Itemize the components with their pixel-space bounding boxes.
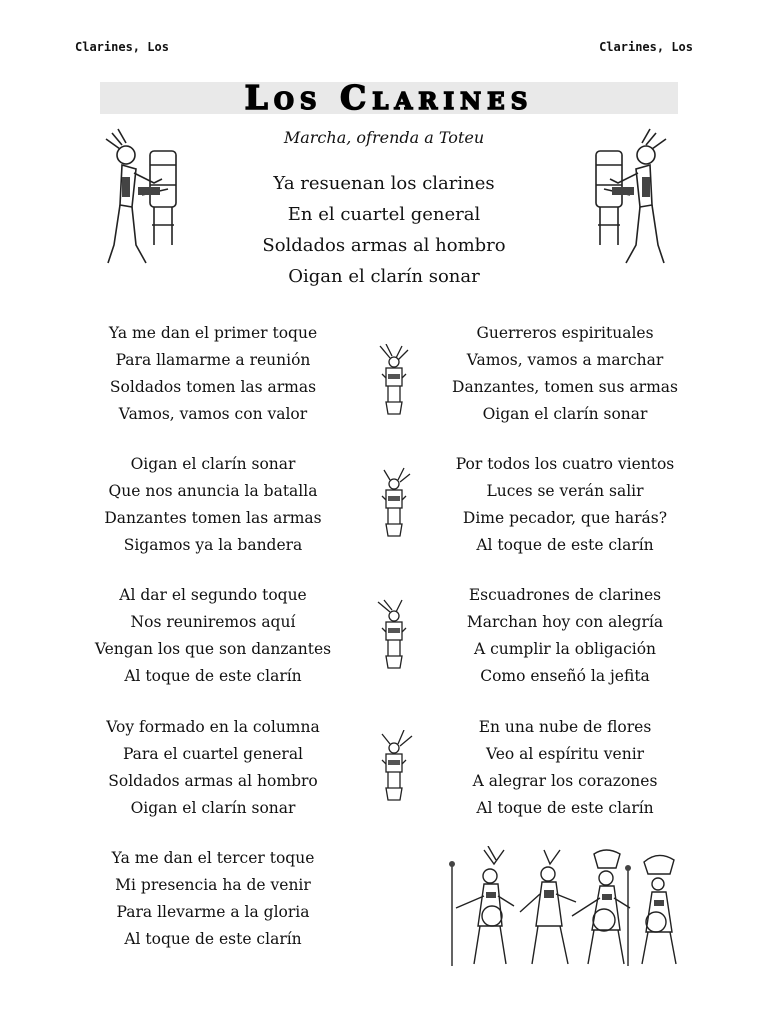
verse-line: Luces se verán salir — [486, 482, 644, 500]
verse-line: Mi presencia ha de venir — [115, 876, 311, 894]
verse-line: Sigamos ya la bandera — [123, 536, 303, 554]
verse-line: Al toque de este clarín — [476, 536, 654, 554]
page-title: Los Clarines — [244, 78, 534, 117]
verse-line: Oigan el clarín sonar — [130, 799, 296, 817]
title-banner — [100, 78, 678, 117]
verse-line: Para el cuartel general — [122, 745, 304, 763]
verse-line: Oigan el clarín sonar — [482, 405, 648, 423]
verse-line: Al dar el segundo toque — [119, 586, 307, 604]
chorus-line: Ya resuenan los clarines — [273, 173, 495, 194]
verse-line: Al toque de este clarín — [124, 930, 302, 948]
aztec-warriors-group-illustration — [444, 846, 684, 970]
verse-line: Ya me dan el primer toque — [108, 324, 318, 342]
verse-line: A cumplir la obligación — [473, 640, 657, 658]
verse-line: Oigan el clarín sonar — [130, 455, 296, 473]
header-right: Clarines, Los — [599, 40, 693, 54]
verse-line: Vamos, vamos a marchar — [466, 351, 664, 369]
verse-line: Vengan los que son danzantes — [94, 640, 332, 658]
verse-line: Danzantes, tomen sus armas — [452, 378, 678, 396]
verse-line: Al toque de este clarín — [476, 799, 654, 817]
verse-left-1 — [63, 320, 363, 428]
verse-line: Soldados armas al hombro — [108, 772, 318, 790]
verse-line: Por todos los cuatro vientos — [455, 455, 675, 473]
aztec-drummer-illustration-left — [92, 125, 188, 270]
verse-left-4 — [63, 714, 363, 822]
header-left: Clarines, Los — [75, 40, 169, 54]
verse-line: Al toque de este clarín — [124, 667, 302, 685]
aztec-dancer-illustration-4 — [374, 730, 414, 802]
chorus-line: Oigan el clarín sonar — [288, 266, 480, 287]
aztec-dancer-illustration-2 — [374, 466, 414, 538]
verse-line: Marchan hoy con alegría — [466, 613, 664, 631]
verse-line: A alegrar los corazones — [472, 772, 658, 790]
verse-line: En una nube de flores — [478, 718, 652, 736]
aztec-drummer-illustration-right — [586, 125, 682, 270]
chorus-line: En el cuartel general — [287, 204, 481, 225]
aztec-dancer-illustration-1 — [374, 344, 414, 416]
verse-left-2 — [63, 451, 363, 559]
subtitle: Marcha, ofrenda a Toteu — [283, 128, 485, 147]
verse-line: Soldados tomen las armas — [109, 378, 317, 396]
verse-line: Para llevarme a la gloria — [116, 903, 310, 921]
chorus-line: Soldados armas al hombro — [262, 235, 506, 256]
verse-left-3 — [63, 582, 363, 690]
verse-line: Guerreros espirituales — [476, 324, 654, 342]
verse-line: Danzantes tomen las armas — [104, 509, 322, 527]
verse-right-3 — [415, 582, 715, 690]
verse-right-2 — [415, 451, 715, 559]
verse-right-1 — [415, 320, 715, 428]
verse-line: Nos reuniremos aquí — [130, 613, 296, 631]
verse-line: Voy formado en la columna — [106, 718, 320, 736]
verse-line: Dime pecador, que harás? — [462, 509, 668, 527]
verse-line: Que nos anuncia la batalla — [108, 482, 318, 500]
verse-left-5 — [63, 845, 363, 953]
verse-line: Escuadrones de clarines — [468, 586, 662, 604]
aztec-dancer-illustration-3 — [374, 598, 414, 670]
verse-line: Veo al espíritu venir — [485, 745, 645, 763]
verse-line: Vamos, vamos con valor — [118, 405, 308, 423]
verse-line: Para llamarme a reunión — [115, 351, 311, 369]
verse-line: Como enseñó la jefita — [480, 667, 650, 685]
verse-right-4 — [415, 714, 715, 822]
verse-line: Ya me dan el tercer toque — [111, 849, 315, 867]
